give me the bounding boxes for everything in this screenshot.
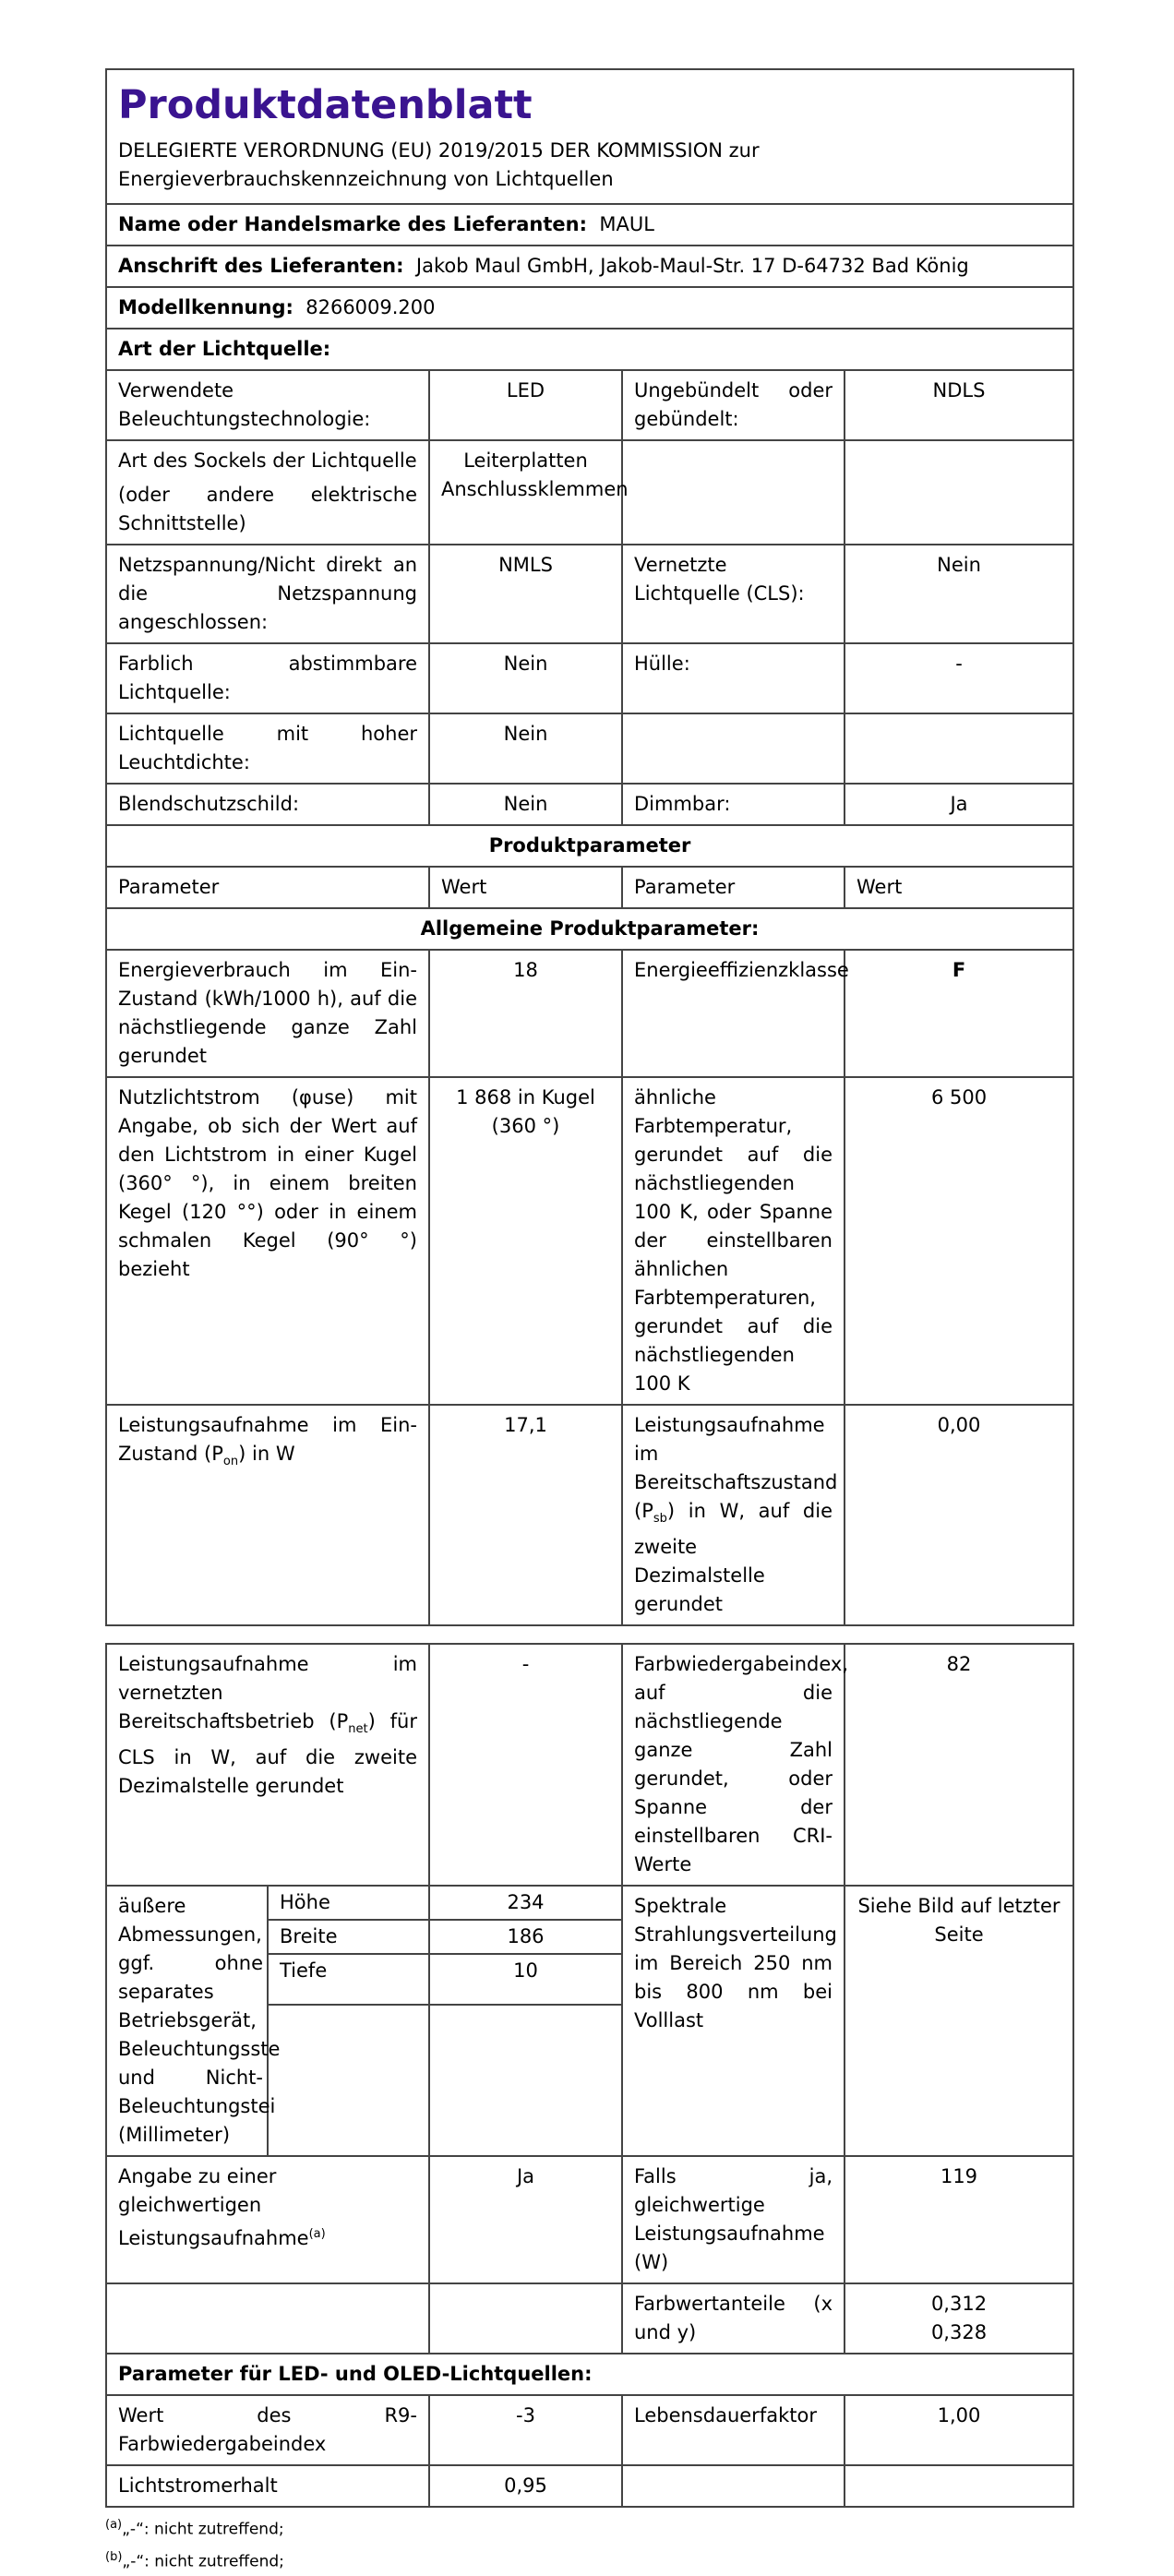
supplier-address-label: Anschrift des Lieferanten: (118, 255, 404, 277)
lumen-maintenance-label: Lichtstromerhalt (106, 2465, 429, 2507)
supplier-name-label: Name oder Handelsmarke des Lieferanten: (118, 213, 587, 235)
param-label: Hülle: (622, 643, 845, 713)
param-value: Nein (429, 643, 622, 713)
param-value: Nein (429, 713, 622, 784)
param-label: Ungebündelt oder gebündelt: (622, 370, 845, 440)
luminous-flux-value: 1 868 in Kugel (360 °) (429, 1077, 622, 1405)
product-data-sheet (105, 68, 1072, 2576)
dimension-values: 234 186 10 (429, 1886, 622, 2005)
table-row (106, 2395, 1073, 2465)
model-value: 8266009.200 (305, 296, 436, 318)
table-row (106, 440, 1073, 545)
table-row (106, 370, 1073, 440)
energy-class-value: F (845, 950, 1073, 1077)
energy-consumption-label: Energieverbrauch im Ein-Zustand (kWh/1000 h), auf die nächstliegende ganze Zahl gerundet (106, 950, 429, 1077)
param-label (622, 440, 845, 545)
light-source-type-heading: Art der Lichtquelle: (106, 329, 1073, 370)
subtitle: DELEGIERTE VERORDNUNG (EU) 2019/2015 DER KOMMISSION zur Energieverbrauchskennzeichnung von Lichtquellen (118, 139, 760, 190)
r9-value: -3 (429, 2395, 622, 2465)
table-row (106, 643, 1073, 713)
table-row (106, 545, 1073, 643)
chromaticity-value: 0,312 0,328 (845, 2283, 1073, 2354)
param-value: Leiterplatten Anschlussklemmen (429, 440, 622, 545)
model-label: Modellkennung: (118, 296, 294, 318)
empty-cell (845, 2465, 1073, 2507)
dimensions-spacer (268, 2005, 429, 2156)
lifetime-factor-value: 1,00 (845, 2395, 1073, 2465)
empty-cell (106, 2283, 429, 2354)
main-table (105, 68, 1074, 1626)
cri-label: Farbwiedergabeindex, auf die nächstliegende ganze Zahl gerundet, oder Spanne der einstellbaren CRI-Werte (622, 1644, 845, 1886)
footnote-a: $^{(a)}$„-“: nicht zutreffend; (105, 2518, 284, 2539)
equivalent-if-value: 119 (845, 2156, 1073, 2283)
footnote-b: $^{(b)}$„-“: nicht zutreffend; (105, 2549, 284, 2571)
param-value (845, 713, 1073, 784)
table-row (106, 784, 1073, 825)
column-header: Wert (845, 867, 1073, 908)
model-row (106, 287, 1073, 329)
r9-label: Wert des R9-Farbwiedergabeindex (106, 2395, 429, 2465)
energy-class-label: Energieeffizienzklasse (622, 950, 845, 1077)
table-row (106, 2156, 1073, 2283)
supplier-name-row (106, 204, 1073, 246)
param-value: NDLS (845, 370, 1073, 440)
on-mode-power-value: 17,1 (429, 1405, 622, 1625)
table-gap (105, 1626, 1072, 1643)
dimensions-spacer (429, 2005, 622, 2156)
second-table (105, 1643, 1074, 2508)
table-row (106, 1886, 1073, 2005)
param-label: Vernetzte Lichtquelle (CLS): (622, 545, 845, 643)
supplier-address-value: Jakob Maul GmbH, Jakob-Maul-Str. 17 D-64732 Bad König (415, 255, 969, 277)
column-header: Parameter (622, 867, 845, 908)
param-value (845, 440, 1073, 545)
supplier-address-row (106, 246, 1073, 287)
networked-standby-value: - (429, 1644, 622, 1886)
param-label: Dimmbar: (622, 784, 845, 825)
equivalent-if-label: Falls ja, gleichwertige Leistungsaufnahme (W) (622, 2156, 845, 2283)
param-label: Netzspannung/Nicht direkt an die Netzspannung angeschlossen: (106, 545, 429, 643)
param-value: Nein (429, 784, 622, 825)
column-header: Wert (429, 867, 622, 908)
on-mode-power-label: Leistungsaufnahme im Ein-Zustand $(P_{on})$ in W (106, 1405, 429, 1625)
table-row (106, 950, 1073, 1077)
table-row (106, 2283, 1073, 2354)
led-params-heading: Parameter für LED- und OLED-Lichtquellen: (106, 2354, 1073, 2395)
table-row (106, 1644, 1073, 1886)
param-value: LED (429, 370, 622, 440)
equivalent-power-value: Ja (429, 2156, 622, 2283)
color-temperature-label: ähnliche Farbtemperatur, gerundet auf die nächstliegenden 100 K, oder Spanne der einstellbaren ähnlichen Farbtemperaturen, gerundet auf die nächstliegenden 100 K (622, 1077, 845, 1405)
standby-power-value: 0,00 (845, 1405, 1073, 1625)
param-label (622, 713, 845, 784)
empty-cell (622, 2465, 845, 2507)
dimensions-label: äußere Abmessungen, ggf. ohne separates Betriebsgerät, Beleuchtungsste und Nicht-Beleuchtungstei (Millimeter) (106, 1886, 268, 2156)
empty-cell (429, 2283, 622, 2354)
energy-consumption-value: 18 (429, 950, 622, 1077)
param-value: Nein (845, 545, 1073, 643)
dimension-names: Höhe Breite Tiefe (268, 1886, 429, 2005)
param-label: Art des Sockels der Lichtquelle (oder andere elektrische Schnittstelle) (106, 440, 429, 545)
param-label: Blendschutzschild: (106, 784, 429, 825)
footnotes (105, 2511, 1072, 2575)
column-header: Parameter (106, 867, 429, 908)
param-label: Verwendete Beleuchtungstechnologie: (106, 370, 429, 440)
supplier-name-value: MAUL (599, 213, 654, 235)
general-params-heading: Allgemeine Produktparameter: (106, 908, 1073, 950)
color-temperature-value: 6 500 (845, 1077, 1073, 1405)
table-row (106, 2465, 1073, 2507)
spectral-distribution-label: Spektrale Strahlungsverteilung im Bereich 250 nm bis 800 nm bei Volllast (622, 1886, 845, 2156)
param-value: Ja (845, 784, 1073, 825)
table-row (106, 1077, 1073, 1405)
lumen-maintenance-value: 0,95 (429, 2465, 622, 2507)
param-label: Farblich abstimmbare Lichtquelle: (106, 643, 429, 713)
luminous-flux-label: Nutzlichtstrom (φuse) mit Angabe, ob sich der Wert auf den Lichtstrom in einer Kugel (360° °), in einem breiten Kegel (120 °°) oder in einem schmalen Kegel (90° °) bezieht (106, 1077, 429, 1405)
param-value: NMLS (429, 545, 622, 643)
page-title: Produktdatenblatt (118, 82, 533, 128)
param-label: Lichtquelle mit hoher Leuchtdichte: (106, 713, 429, 784)
chromaticity-label: Farbwertanteile (x und y) (622, 2283, 845, 2354)
standby-power-label: Leistungsaufnahme im Bereitschaftszustand $(P_{sb})$ in W, auf die zweite Dezimalstelle gerundet (622, 1405, 845, 1625)
product-params-heading: Produktparameter (106, 825, 1073, 867)
table-row (106, 713, 1073, 784)
column-header-row (106, 867, 1073, 908)
lifetime-factor-label: Lebensdauerfaktor (622, 2395, 845, 2465)
header-cell (106, 69, 1073, 204)
cri-value: 82 (845, 1644, 1073, 1886)
networked-standby-label: Leistungsaufnahme im vernetzten Bereitschaftsbetrieb $(P_{net})$ für CLS in W, auf die zweite Dezimalstelle gerundet (106, 1644, 429, 1886)
param-value: - (845, 643, 1073, 713)
spectral-distribution-value: Siehe Bild auf letzter Seite (845, 1886, 1073, 2156)
equivalent-power-label: Angabe zu einer gleichwertigen Leistungsaufnahme$^{(a)}$ (106, 2156, 429, 2283)
table-row (106, 1405, 1073, 1625)
